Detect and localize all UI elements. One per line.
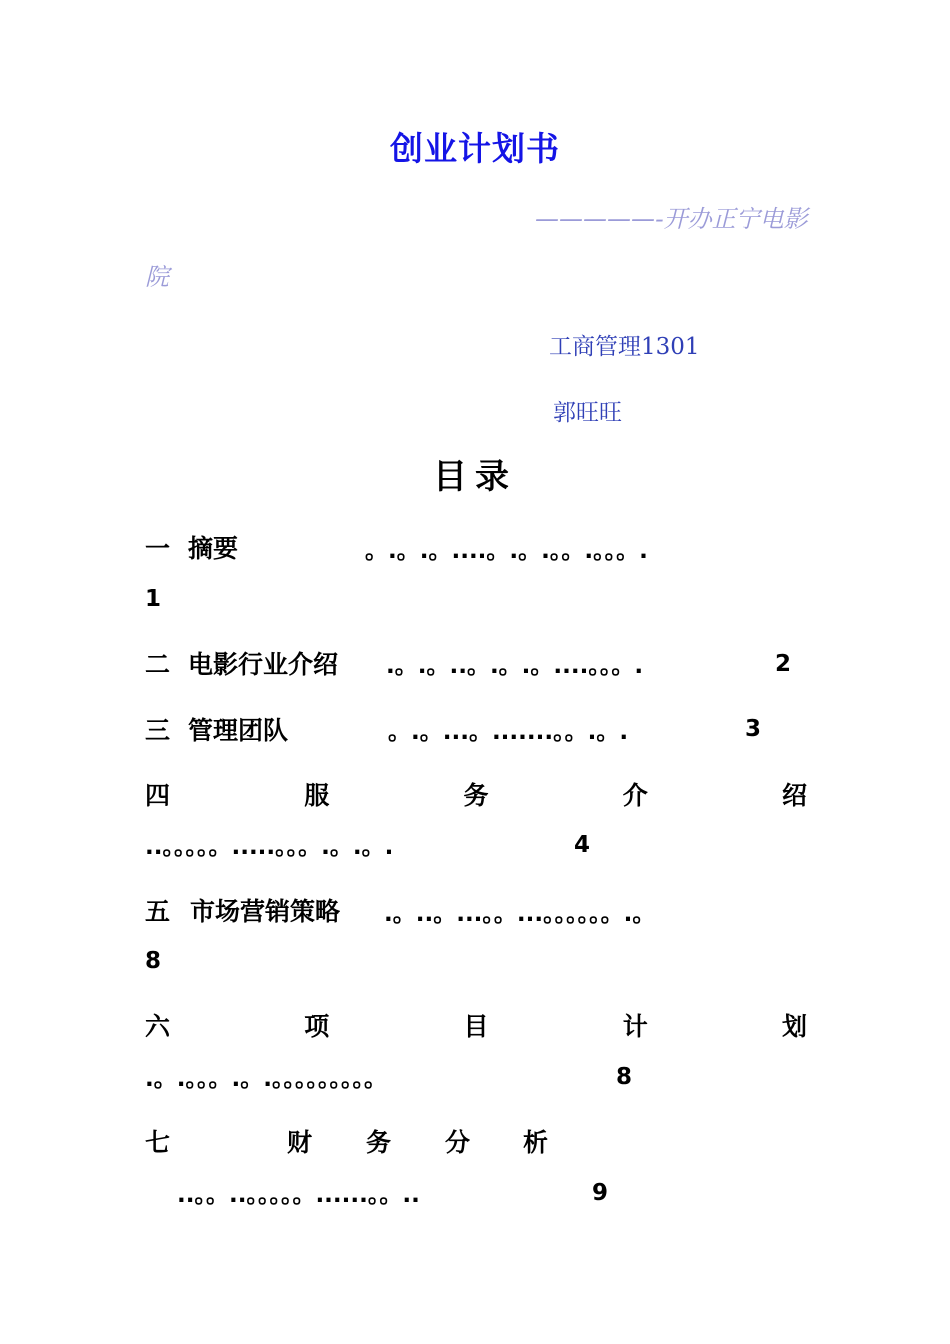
subtitle-line-2: 院 xyxy=(145,263,169,291)
toc-title-char: 目 xyxy=(463,1012,489,1041)
toc-title: 摘要 xyxy=(188,534,239,563)
toc-page: 8 xyxy=(145,948,162,974)
toc-number: 七 xyxy=(145,1128,171,1157)
toc-title-char: 务 xyxy=(366,1128,392,1157)
toc-title-spread xyxy=(145,1014,807,1039)
subtitle-line-1: —————-开办正宁电影 xyxy=(535,205,808,233)
toc-title-char: 务 xyxy=(463,781,489,810)
toc-heading: 目录 xyxy=(433,457,517,497)
toc-title-char: 分 xyxy=(445,1128,471,1157)
toc-dots: ..。。..。。。。。......。。.. xyxy=(177,1182,420,1208)
toc-page: 4 xyxy=(574,832,591,858)
toc-page: 1 xyxy=(145,586,162,612)
toc-title-char: 划 xyxy=(781,1012,807,1041)
toc-dots: ..。。。。。.....。。。.。.。. xyxy=(145,834,394,860)
document-title: 创业计划书 xyxy=(390,129,560,168)
toc-number: 五 xyxy=(145,897,171,926)
toc-dots: 。.。...。.......。。.。. xyxy=(388,719,629,745)
toc-title-char: 计 xyxy=(622,1012,648,1041)
toc-title-char: 服 xyxy=(304,781,330,810)
author-name: 郭旺旺 xyxy=(553,400,622,426)
toc-title: 市场营销策略 xyxy=(190,897,341,926)
toc-title-spread xyxy=(145,783,807,808)
toc-page: 3 xyxy=(745,716,762,742)
toc-title-char: 绍 xyxy=(781,781,807,810)
toc-title-char: 析 xyxy=(523,1128,549,1157)
toc-dots: 。.。.。....。.。.。。.。。。. xyxy=(365,538,648,564)
class-name: 工商管理1301 xyxy=(549,334,700,360)
toc-number: 二 xyxy=(145,650,171,679)
toc-dots: .。.。..。.。.。....。。。. xyxy=(386,653,644,679)
toc-title-char: 财 xyxy=(287,1128,313,1157)
toc-page: 9 xyxy=(592,1180,609,1206)
toc-number: 一 xyxy=(145,534,171,563)
toc-number: 六 xyxy=(145,1012,171,1041)
toc-page: 2 xyxy=(775,651,792,677)
toc-title-char: 介 xyxy=(622,781,648,810)
toc-dots: .。.。。。.。.。。。。。。。。。 xyxy=(145,1066,387,1092)
toc-page: 8 xyxy=(616,1064,633,1090)
toc-number: 四 xyxy=(145,781,171,810)
toc-dots: .。..。...。。...。。。。。。.。 xyxy=(384,901,656,927)
toc-title-char: 项 xyxy=(304,1012,330,1041)
toc-number: 三 xyxy=(145,716,171,745)
toc-title: 电影行业介绍 xyxy=(188,650,339,679)
toc-title: 管理团队 xyxy=(188,716,289,745)
